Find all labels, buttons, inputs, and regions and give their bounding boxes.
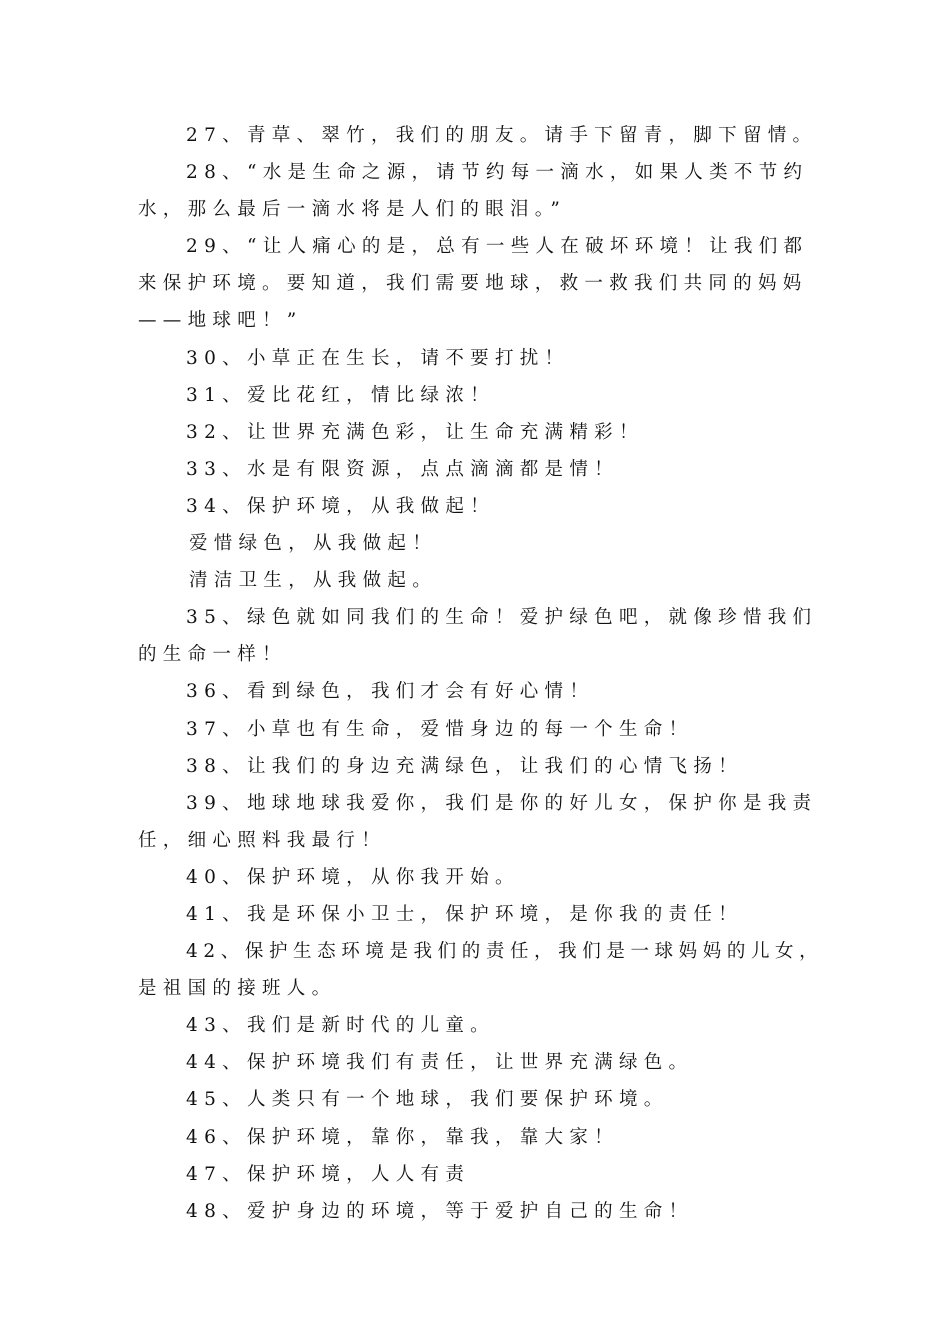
text-line-28-cont: 水，那么最后一滴水将是人们的眼泪。” <box>138 199 567 221</box>
text-line-27: 27、青草、翠竹，我们的朋友。请手下留青，脚下留情。 <box>186 125 818 146</box>
text-line-29: 29、“让人痛心的是，总有一些人在破坏环境！让我们都 <box>186 236 809 258</box>
text-line-45: 45、人类只有一个地球，我们要保护环境。 <box>186 1089 669 1111</box>
text-line-39-cont: 任，细心照料我最行！ <box>138 829 387 851</box>
text-line-29-cont-2: ——地球吧！” <box>138 310 303 332</box>
text-line-34: 34、保护环境，从我做起！ <box>186 495 495 517</box>
text-line-48: 48、爱护身边的环境，等于爱护自己的生命！ <box>186 1200 694 1222</box>
text-line-41: 41、我是环保小卫士，保护环境，是你我的责任！ <box>186 903 743 925</box>
text-line-37: 37、小草也有生命，爱惜身边的每一个生命！ <box>186 718 694 740</box>
text-line-47: 47、保护环境，人人有责 <box>186 1163 471 1185</box>
text-line-34-sub-2: 清洁卫生，从我做起。 <box>189 570 438 592</box>
text-line-42: 42、保护生态环境是我们的责任，我们是一球妈妈的儿女， <box>186 941 824 963</box>
text-line-35-cont: 的生命一样！ <box>138 644 287 666</box>
text-line-36: 36、看到绿色，我们才会有好心情！ <box>186 681 595 703</box>
text-line-33: 33、水是有限资源，点点滴滴都是情！ <box>186 458 619 480</box>
text-line-44: 44、保护环境我们有责任，让世界充满绿色。 <box>186 1052 694 1074</box>
text-line-40: 40、保护环境，从你我开始。 <box>186 866 520 888</box>
text-line-46: 46、保护环境，靠你，靠我，靠大家！ <box>186 1126 619 1148</box>
text-line-39: 39、地球地球我爱你，我们是你的好儿女，保护你是我责 <box>186 792 818 814</box>
text-line-34-sub-1: 爱惜绿色，从我做起！ <box>189 533 438 555</box>
text-line-38: 38、让我们的身边充满绿色，让我们的心情飞扬！ <box>186 755 743 777</box>
document-body <box>138 117 828 1230</box>
text-line-31: 31、爱比花红，情比绿浓！ <box>186 384 495 406</box>
text-line-43: 43、我们是新时代的儿童。 <box>186 1015 495 1037</box>
text-line-30: 30、小草正在生长，请不要打扰！ <box>186 347 570 369</box>
text-line-35: 35、绿色就如同我们的生命！爱护绿色吧，就像珍惜我们 <box>186 607 818 629</box>
text-line-42-cont: 是祖国的接班人。 <box>138 978 337 1000</box>
text-line-28: 28、“水是生命之源，请节约每一滴水，如果人类不节约 <box>186 162 809 184</box>
text-line-29-cont-1: 来保护环境。要知道，我们需要地球，救一救我们共同的妈妈 <box>138 273 808 295</box>
text-line-32: 32、让世界充满色彩，让生命充满精彩！ <box>186 421 644 443</box>
